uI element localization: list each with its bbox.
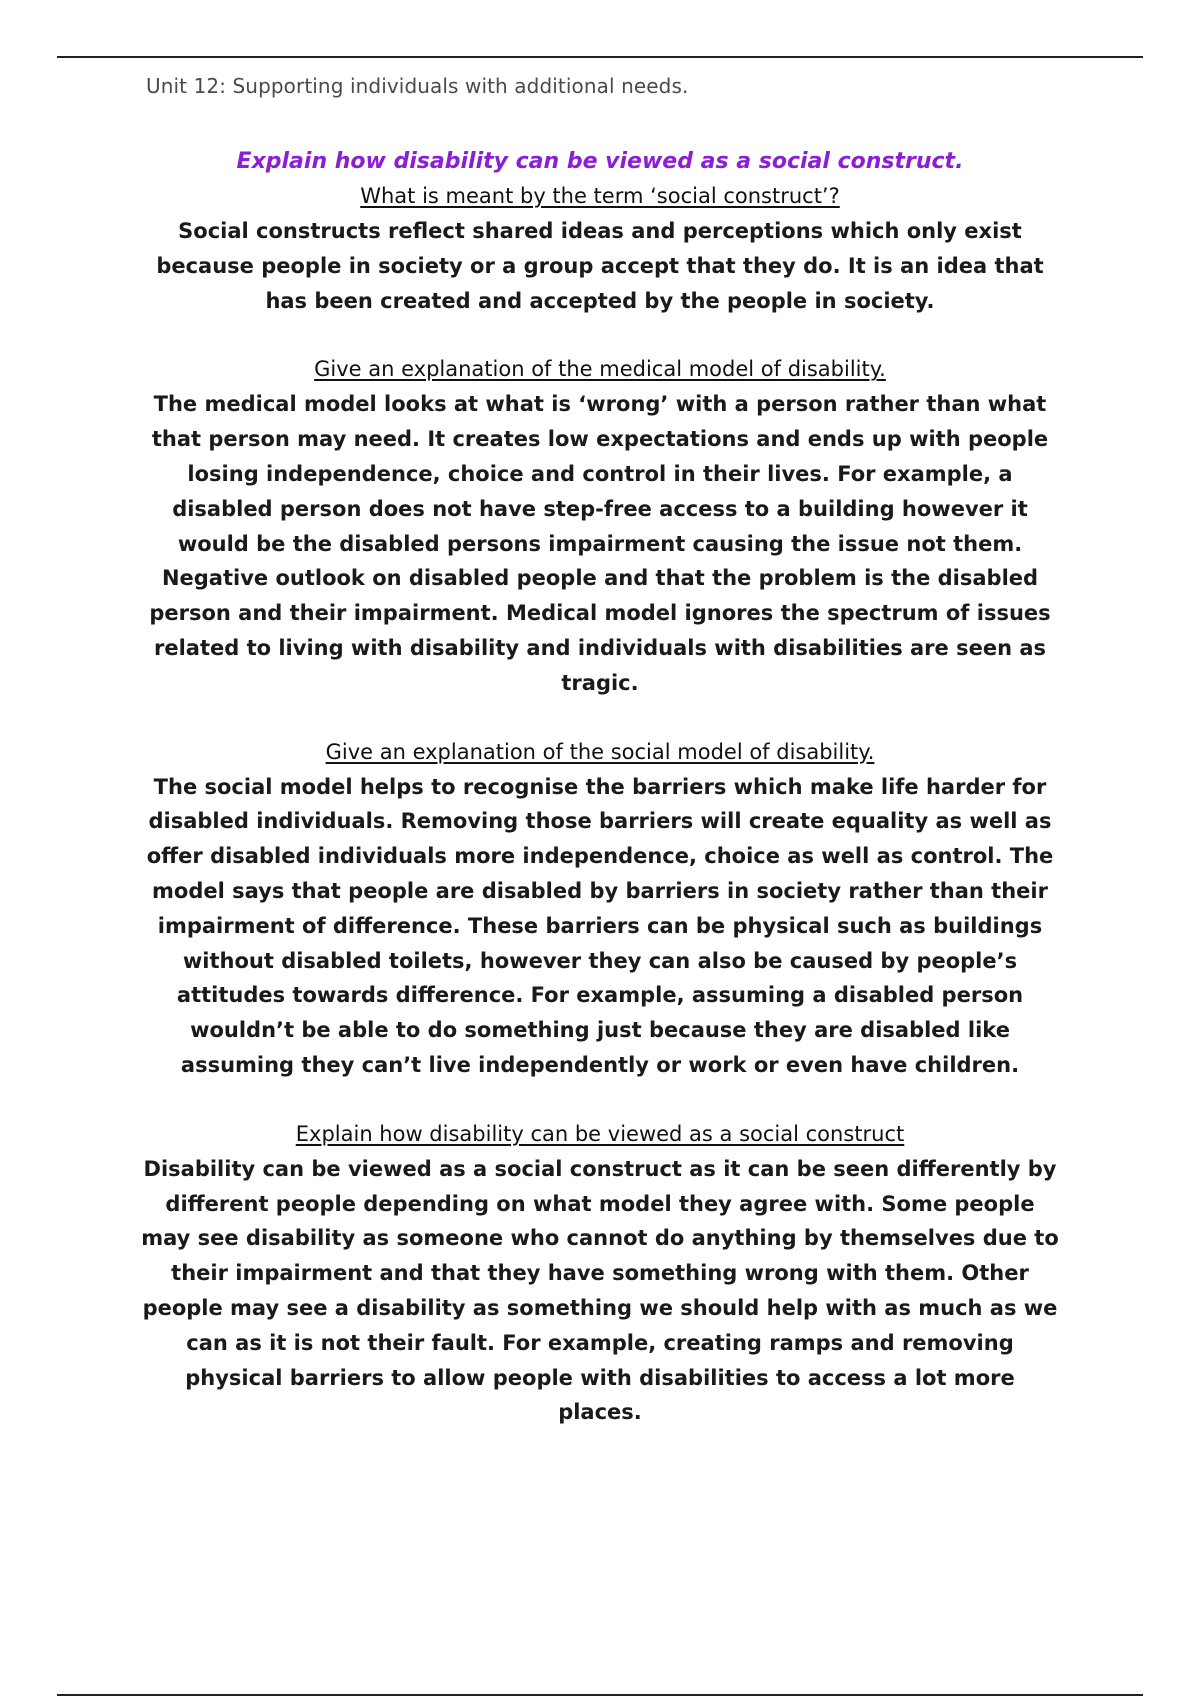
section-heading: Explain how disability can be viewed as a social construct — [295, 1121, 905, 1146]
bottom-rule — [57, 1694, 1143, 1696]
unit-title: Unit 12: Supporting individuals with additional needs. — [146, 74, 689, 98]
document-body — [140, 144, 1060, 1430]
section-heading: Give an explanation of the medical model of disability. — [314, 357, 886, 382]
section-medical-model — [140, 352, 1060, 700]
section-heading: Give an explanation of the social model of disability. — [325, 739, 875, 764]
section-body: The social model helps to recognise the barriers which make life harder for disabled individuals. Removing those barriers will create equality as well as offer disabled individuals more independence, choice as well as control. The model says that people are disabled by barriers in society rather than their impairment of difference. These barriers can be physical such as buildings without disabled toilets, however they can also be caused by people’s attitudes towards difference. For example, assuming a disabled person wouldn’t be able to do something just because they are disabled like assuming they can’t live independently or work or even have children. — [146, 774, 1054, 1077]
section-body: Disability can be viewed as a social construct as it can be seen differently by different people depending on what model they agree with. Some people may see disability as someone who cannot do anything by themselves due to their impairment and that they have something wrong with them. Other people may see a disability as something we should help with as much as we can as it is not their fault. For example, creating ramps and removing physical barriers to allow people with disabilities to access a lot more places. — [141, 1156, 1059, 1425]
section-heading: What is meant by the term ‘social construct’? — [360, 184, 840, 208]
top-rule — [57, 56, 1143, 58]
section-social-model — [140, 735, 1060, 1083]
section-body: Social constructs reflect shared ideas and perceptions which only exist because people in society or a group accept that they do. It is an idea that has been created and accepted by the people in society. — [156, 219, 1044, 313]
section-disability-construct — [140, 1117, 1060, 1430]
section-social-construct — [140, 179, 1060, 318]
section-body: The medical model looks at what is ‘wrong’ with a person rather than what that person may need. It creates low expectations and ends up with people losing independence, choice and control in their lives. For example, a disabled person does not have step-free access to a building however it would be the disabled persons impairment causing the issue not them. Negative outlook on disabled people and that the problem is the disabled person and their impairment. Medical model ignores the spectrum of issues related to living with disability and individuals with disabilities are seen as tragic. — [149, 392, 1051, 695]
main-question: Explain how disability can be viewed as a social construct. — [236, 149, 964, 174]
